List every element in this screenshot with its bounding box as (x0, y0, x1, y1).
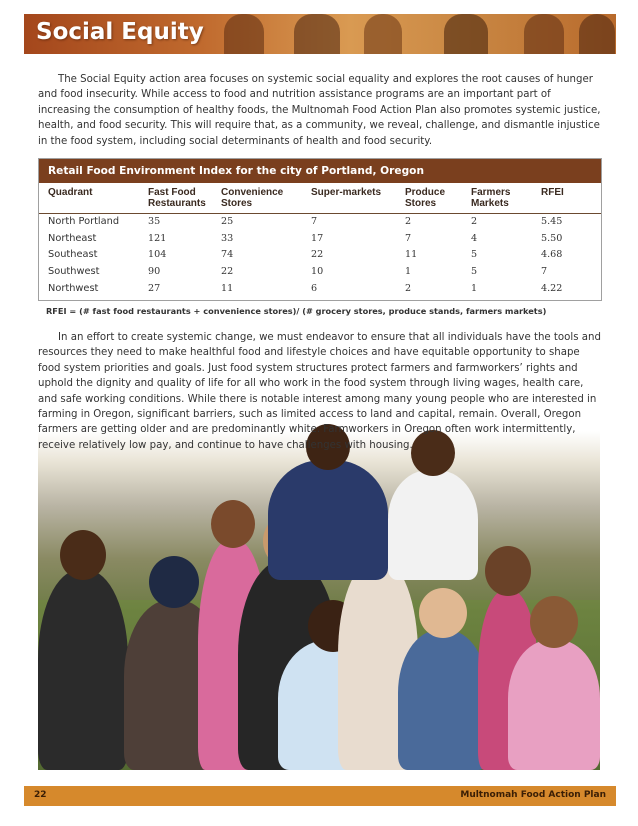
cell-value: 11 (221, 283, 234, 295)
cell-value: 22 (311, 249, 324, 261)
cell-value: 5.45 (541, 216, 563, 228)
photo-child-figure (38, 570, 128, 770)
header-photo-figure (364, 14, 402, 54)
col-supermarkets: Super-markets (302, 183, 396, 213)
cell-value: 104 (148, 249, 167, 261)
col-fast-food: Fast Food Restaurants (139, 183, 212, 213)
cell-value: 7 (541, 266, 548, 278)
header-photo-figure (294, 14, 340, 54)
col-produce: Produce Stores (396, 183, 462, 213)
cell-quadrant: Northwest (48, 283, 99, 295)
table-row (39, 280, 601, 297)
photo-child-figure (268, 460, 388, 580)
table-row (39, 230, 601, 247)
cell-value: 35 (148, 216, 161, 228)
cell-quadrant: Southeast (48, 249, 98, 261)
cell-value: 90 (148, 266, 161, 278)
table-title: Retail Food Environment Index for the city of Portland, Oregon (39, 159, 601, 183)
photo-child-figure (508, 640, 600, 770)
cell-value: 6 (311, 283, 318, 295)
cell-quadrant: North Portland (48, 216, 120, 228)
table-row (39, 247, 601, 264)
cell-value: 1 (471, 283, 478, 295)
cell-value: 27 (148, 283, 161, 295)
table-row (39, 263, 601, 280)
cell-value: 2 (405, 283, 412, 295)
footer-bar (24, 786, 616, 806)
cell-value: 22 (221, 266, 234, 278)
cell-value: 7 (311, 216, 318, 228)
table-header-row (39, 183, 601, 213)
rfei-data-table (39, 183, 601, 297)
page-title: Social Equity (36, 19, 204, 45)
photo-child-figure (388, 470, 478, 580)
cell-value: 1 (405, 266, 412, 278)
intro-paragraph: The Social Equity action area focuses on systemic social equality and explores the root causes of hunger and food insecurity. While access to food and nutrition assistance programs are an important part of increasing the consumption of healthy foods, the Multnomah Food Action Plan also promotes systemic justice, health, and food security. This will require that, as a community, we reveal, challenge, and dismantle injustice in the food system, including social determinants of health and food security. (38, 74, 601, 147)
header-photo-figure (579, 14, 615, 54)
cell-value: 121 (148, 232, 167, 244)
body-paragraph: In an effort to create systemic change, we must endeavor to ensure that all individuals have the tools and resources they need to make healthful food and lifestyle choices and have equitable opportunity to shape food system priorities and goals. Just food system structures protect farmers and farmworkers’ rights and uphold the dignity and quality of life for all who work in the food system through living wages, health care, and safe working conditions. While there is notable interest among many young people who are interested in farming in Oregon, significant barriers, such as limited access to land and capital, remain. Overall, Oregon farmers are getting older and are predominantly white. Farmworkers in Oregon often work intermittently, receive relatively low pay, and continue to have challenges with housing. (38, 332, 601, 451)
cell-quadrant: Northeast (48, 232, 97, 244)
cell-value: 4.22 (541, 283, 563, 295)
rfei-table (38, 158, 602, 301)
cell-quadrant: Southwest (48, 266, 100, 278)
cell-value: 5 (471, 249, 478, 261)
cell-value: 2 (471, 216, 478, 228)
col-farmers: Farmers Markets (462, 183, 532, 213)
col-rfei: RFEI (532, 183, 601, 213)
cell-value: 11 (405, 249, 418, 261)
col-convenience: Convenience Stores (212, 183, 302, 213)
cell-value: 33 (221, 232, 234, 244)
header-photo-figure (444, 14, 488, 54)
header-banner (24, 14, 616, 54)
cell-value: 25 (221, 216, 234, 228)
cell-value: 74 (221, 249, 234, 261)
header-photo-figure (524, 14, 564, 54)
cell-value: 17 (311, 232, 324, 244)
cell-value: 4 (471, 232, 478, 244)
col-quadrant: Quadrant (39, 183, 139, 213)
cell-value: 4.68 (541, 249, 563, 261)
cell-value: 5 (471, 266, 478, 278)
header-photo-figure (224, 14, 264, 54)
cell-value: 7 (405, 232, 412, 244)
rfei-formula-note: RFEI = (# fast food restaurants + convenience stores)/ (# grocery stores, produce stands, farmers markets) (46, 306, 547, 316)
photo-child-figure (398, 630, 488, 770)
cell-value: 2 (405, 216, 412, 228)
table-row (39, 213, 601, 230)
cell-value: 10 (311, 266, 324, 278)
page-number: 22 (34, 790, 47, 800)
document-title: Multnomah Food Action Plan (460, 790, 606, 800)
cell-value: 5.50 (541, 232, 563, 244)
